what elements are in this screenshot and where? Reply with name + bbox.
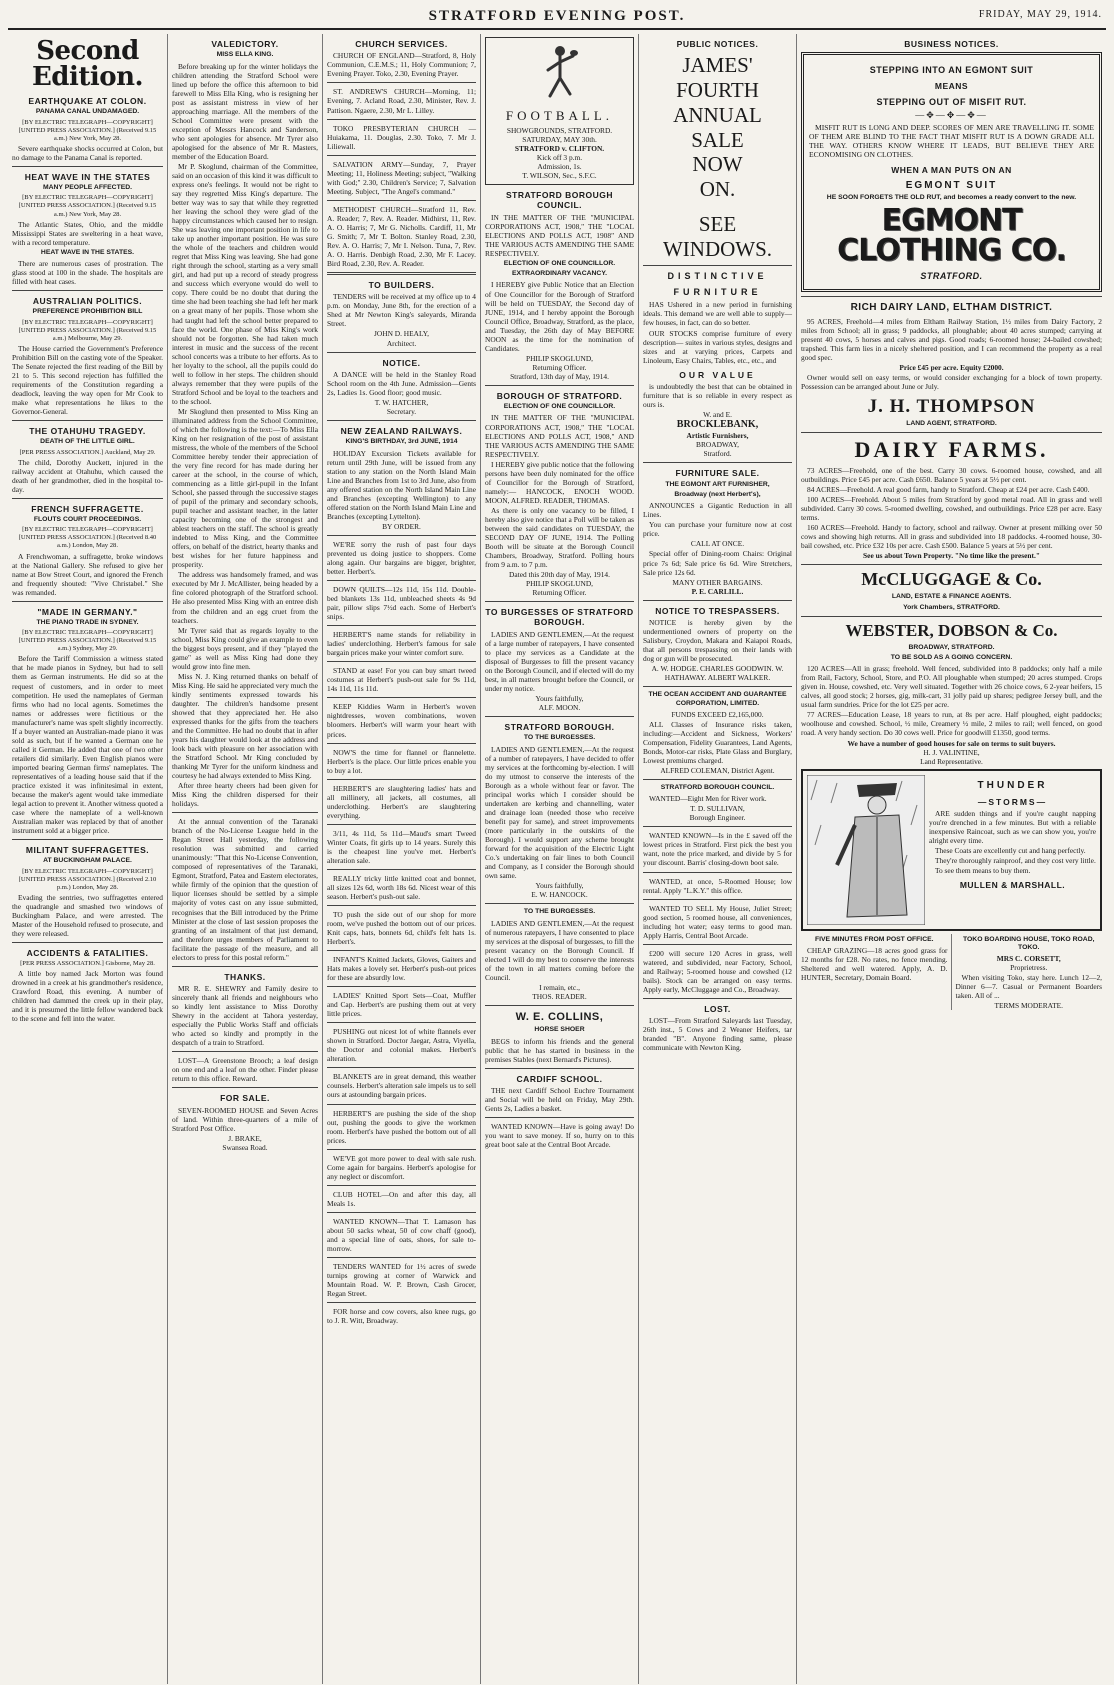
subheadline: STRATFORD BOROUGH COUNCIL. (660, 784, 775, 791)
classified-ad: WANTED KNOWN—Have is going away! Do you want to save money. If so, hurry on to this great boot sale at the Central Boot Arcade. (485, 1122, 634, 1150)
subheadline: KING'S BIRTHDAY, 3rd JUNE, 1914 (345, 438, 458, 446)
headline: CHURCH SERVICES. (355, 39, 448, 49)
church-listing: ST. ANDREW'S CHURCH—Morning, 11; Evening, 7. Acland Road, 2.30, Minister, Rev. J. Pattison. Ngaere, 2.30, Mr L. Lilley. (327, 87, 476, 115)
ad-line: EGMONT SUIT (905, 179, 998, 191)
headline: OUR VALUE (679, 369, 756, 380)
issue-date: FRIDAY, MAY 29, 1914. (978, 9, 1102, 20)
notice-body: HOLIDAY Excursion Tickets available for return until 29th June, will be issued from any station to any station on the North Island Main Line and Branches from 1st to 3rd June, also from any offered station on the North Island Main Line and Branches (excepting Wellington) to any offered station on the North Island Main Line and Branches (excepting Lyttelton). (327, 448, 476, 521)
article-body: Before breaking up for the winter holidays the children attending the Stratford School were lined up before the office this afternoon to bid farewell to Miss Ella King, who is resigning her post as assistant mistress in view of her approaching marriage. All the members of the School Committee were present with the exception of Messrs Hancock and Sanderson, who sent apologies for absence. Mr Tyrer also apologised for the absence of Mr R. Masters, member of the Education Board. (172, 61, 318, 161)
signature: Secretary. (386, 407, 417, 417)
subheadline: THE EGMONT ART FURNISHER, (665, 480, 770, 488)
agent-name: J. H. THOMPSON (867, 395, 1036, 417)
ad-line: MANY OTHER BARGAINS. (672, 577, 763, 587)
notice-date: Dated this 20th day of May, 1914. (509, 570, 610, 579)
ad-signature: MULLEN & MARSHALL. (959, 880, 1066, 891)
herbert-ad: HERBERT'S name stands for reliability in ladies' underclothing. Herbert's famous for sale bargain prices make your winter comfort sure. (327, 630, 476, 658)
subheadline: MISS ELLA KING. (216, 51, 274, 59)
ad-line: CALL AT ONCE. (690, 539, 745, 549)
listing-body: 84 ACRES—Freehold. A real good farm, handy to Stratford. Cheap at £24 per acre. Cash £400. (807, 485, 1090, 495)
herbert-ad: PUSHING out nicest lot of white flannels ever shown in Stratford. Doctor Jaegar, Astra, Viyella, the Doctor and colonial makes. Herbert's alteration. (327, 1027, 476, 1064)
notice-body: IN THE MATTER OF THE "MUNICIPAL CORPORATIONS ACT, 1908," THE "LOCAL ELECTIONS AND POLLS ACT, 1908" AND THE VARIOUS ACTS AMENDING THE SAME RESPECTIVELY. (485, 212, 634, 258)
classified-ad: WANTED KNOWN—Is in the £ saved off the lowest prices in Stratford. First pick the best you want, note the price marked, and divide by 5 for your discount. Barris' closing-down boot sale. (643, 831, 792, 868)
article-body: The address was handsomely framed, and was executed by Mr J. McAllister, being headed by a fine colored photograph of the Stratford school. He also presented Miss King with an entree dish from the children and an egg cruet from the teachers. (172, 570, 318, 625)
signature: Yours faithfully, (535, 881, 584, 891)
ad-line: ON. (699, 177, 736, 202)
notice-body: I HEREBY give Public Notice that an Election of One Councillor for the Borough of Stratford will be held on TUESDAY, the Second day of JUNE, 1914, and I hereby appoint the Borough Council Office, Broadway, Stratford, as the place, and Tuesday, the 26th day of May BEFORE NOON as the time for the nomination of Candidates. (485, 280, 634, 353)
article-body: The House carried the Government's Preference Prohibition Bill on the casting vote of the Speaker. The Senate rejected the first reading of the Bill by 21 to 5. This second rejection has fulfilled the requirements of the Constitution regarding a deadlock, leaving the way open for Mr Cook to make what representations he likes to the Governor-General. (12, 343, 163, 416)
church-listing: CHURCH OF ENGLAND—Stratford, 8, Holy Communion, C.E.M.S.; 11, Holy Communion; 7, Evening Prayer. Toko, 2.30, Evening Prayer. (327, 51, 476, 79)
listing-note: We have a number of good houses for sale on terms to suit buyers. (847, 738, 1056, 748)
headline: PUBLIC NOTICES. (676, 39, 759, 49)
ad-line: NOW (692, 152, 743, 177)
masthead (8, 6, 1106, 30)
ornament-icon: —✥—✥—✥— (915, 109, 988, 120)
agent-name: McCLUGGAGE & Co. (861, 569, 1042, 590)
subheadline: ELECTION OF ONE COUNCILLOR. (503, 259, 616, 267)
herbert-ad: 3/11, 4s 11d, 5s 11d—Maud's smart Tweed Winter Coats, fit girls up to 14 years. Surely this is the cheapest line you've met. Herbert's alteration sale. (327, 828, 476, 865)
notice-body: LADIES AND GENTLEMEN,—At the request of a number of ratepayers, I have decided to offer my services at the forthcoming by-election. I will do my utmost to conserve the interests of the Borough as a whole without fear or favor. The principal works which I consider should be undertaken are kerbing and channelling, water and drainage loan (needed those who receive benefit pay for same), and street improvements (more particularly in the outskirts of the Borough). I would support any scheme brought forward for the acquisition of the Electric Light Co.'s undertaking on fair lines to both Council and Company, as I consider the Borough should own same. (485, 744, 634, 881)
ad-body: ARE sudden things and if you're caught napping you're drenched in a few minutes. But with a reliable inexpensive Raincoat, such as we can show you, you're alright every time. (929, 809, 1096, 846)
signature: Yours faithfully, (535, 694, 584, 704)
listing-price: Price £45 per acre. Equity £2000. (899, 362, 1004, 372)
signature: THOS. READER. (532, 991, 587, 1001)
herbert-ad: INFANT'S Knitted Jackets, Gloves, Gaiters and Hats makes a lovely set. Herbert's push-out prices for these are absurdly low. (327, 955, 476, 983)
football-match: STRATFORD v. CLIFTON. (514, 143, 605, 153)
headline: THUNDER (977, 779, 1048, 791)
ad-body: You can purchase your furniture now at cost price. (643, 520, 792, 539)
headline: LOST. (704, 1003, 731, 1014)
subheadline: ELECTION OF ONE COUNCILLOR. (503, 403, 616, 411)
listing-body: 120 ACRES—All in grass; freehold. Well fenced, subdivided into 8 paddocks; only half a mile from Rail, Factory, School, Store, and P.O. All ploughable when stumped; 20 acres stumped. Crops given in. House, cowshed, etc. Very well situated. Together with 26 choice cows, 6 2-year heifers, 15 calves, all good stock; 2 horses, gig, milk-cart, 31 jolly paid up shares; pedigree Jersey bull, and the usual farm sundries. Price for the lot £25 per acre. (801, 664, 1102, 710)
subheadline: TOKO BOARDING HOUSE, TOKO ROAD, TOKO. (962, 935, 1095, 951)
ad-line: WINDOWS. (662, 236, 773, 261)
ad-body: Special offer of Dining-room Chairs: Original price 7s 6d; Sale price 6s 6d. Wire Stretchers, Sale price 12s 6d. (643, 549, 792, 577)
column-news (8, 34, 168, 1684)
ad-line: STEPPING OUT OF MISFIT RUT. (876, 96, 1027, 107)
herbert-ad: WE'RE sorry the rush of past four days prevented us doing justice to shoppers. Come along again. Our bargains are bigger, brighter, better. Herbert's. (327, 539, 476, 577)
headline: STRATFORD BOROUGH. (504, 722, 615, 733)
herbert-ad: NOW'S the time for flannel or flannelette. Herbert's is the place. Our little prices enable you to buy a lot. (327, 747, 476, 775)
article-body: The Atlantic States, Ohio, and the middle Mississippi States are sweltering in a heat wave, with a record temperature. (12, 219, 163, 247)
listing-body: Owner would sell on easy terms, or would consider exchanging for a block of town property. Possession can be arranged about June or July. (801, 372, 1102, 391)
subheadline: THE OCEAN ACCIDENT AND GUARANTEE CORPORATION, LIMITED. (648, 691, 787, 707)
headline: HEAT WAVE IN THE STATES (24, 171, 151, 182)
notice-body: TENDERS will be received at my office up to 4 p.m. on Monday, June 8th, for the erection of a Shed at Mr Newton King's saleyards, Miranda Street. (327, 292, 476, 329)
headline: RICH DAIRY LAND, ELTHAM DISTRICT. (850, 302, 1053, 314)
listing-body: 160 ACRES—Freehold. Handy to factory, school and railway. Owner at present milking over 50 cows and showing high returns. All in grass and subdivided into 18 paddocks. 4-roomed house, 30-bail cowshed, etc. Price £32 10s per acre. Cash £500. Balance 5 years at 5½ per cent. (801, 523, 1102, 551)
ad-body: These Coats are excellently cut and hang perfectly. (935, 846, 1086, 856)
ad-line: ANNUAL (673, 102, 762, 127)
dateline: [BY ELECTRIC TELEGRAPH—COPYRIGHT] [UNITED PRESS ASSOCIATION.] (Received 2.10 p.m.) London, May 28. (18, 867, 157, 891)
listing-note: See us about Town Property. "No time like the present." (863, 551, 1040, 561)
agent-name: WEBSTER, DOBSON & Co. (845, 620, 1058, 640)
signature: Borough Engineer. (689, 813, 746, 823)
ad-signature: MRS C. CORSETT, (996, 954, 1061, 964)
notice-body: BEGS to inform his friends and the general public that he has started in business in the premises Stables (next Bernard's Pictures). (485, 1036, 634, 1064)
signature: Architect. (386, 338, 417, 348)
classified-ad: CHEAP GRAZING—18 acres good grass for 12 months for £28. No rates, no fence mending. Sheltered and well watered. Apply, A. D. HUNTER, Secretary, Domain Board. (801, 945, 948, 982)
thunder-storms-ad (801, 769, 1102, 931)
signature: Returning Officer. (532, 588, 587, 598)
ad-line: FOURTH (676, 78, 759, 103)
ad-body: MISFIT RUT IS LONG AND DEEP. SCORES OF MEN ARE TRAVELLING IT. SOME OF THEM ARE BLIND TO THE FACT THAT MISFIT RUT IS A DOWN GRADE ALL THE WAY. OTHERS KNOW WHERE IT LEADS, BUT BELIEVE THEY ARE ECONOMISING ON CLOTHES. (809, 122, 1094, 160)
dateline: [BY ELECTRIC TELEGRAPH—COPYRIGHT] [UNITED PRESS ASSOCIATION.] (Received 9.15 a.m.) New York, May 28. (18, 118, 157, 142)
agent-title: LAND, ESTATE & FINANCE AGENTS. (891, 593, 1012, 601)
article-body: At the annual convention of the Taranaki branch of the No-License League held in the Regan Street Hall yesterday, the following resolution was submitted and carried unanimously: "That this No-License Convention, composed of representatives of the Taranaki, Egmont, Stratford, Patea and Eastern electorates, while firmly of the opinion that the question of liquor licenses should be settled by a simple majority of votes cast on any issue submitted, recognises that the Bill introduced by the Prime Minister at the close of last session proposes the granting of an instalment of that just demand, and therefore urges members of Parliament to facilitate the passage of the measure, and all electors to press for this postal reform." (172, 817, 318, 962)
ad-signature: Artistic Furnishers, (686, 431, 749, 441)
article-body: A little boy named Jack Morton was found drowned in a creek at his grandmother's residence, Crawford Road, this evening. A number of children had dammed the creek up in their play, and it is presumed the little fellow wandered back to the scene and fell into the water. (12, 969, 163, 1024)
signature: H. J. VALINTINE, (923, 747, 980, 757)
football-title: FOOTBALL. (505, 108, 614, 123)
headline: ACCIDENTS & FATALITIES. (26, 947, 149, 958)
dateline: [BY ELECTRIC TELEGRAPH—COPYRIGHT] [UNITED PRESS ASSOCIATION.] (Received 8.40 a.m.) London, May 28. (18, 526, 157, 550)
subheadline: MANY PEOPLE AFFECTED. (42, 184, 133, 192)
listing-body: 95 ACRES, Freehold—4 miles from Eltham Railway Station, 1½ miles from Dairy Factory, 2 miles from School; all in grass; 9 paddocks, all ploughable; about 40 acres stumped; carrying at present 40 cows, 5 horses and calves and pigs. Good roads; 6-roomed house; 24-bailed cowshed; trapshed. This farm lies in a nicely sheltered position, and I can recommend the property as a real good spec. (801, 316, 1102, 362)
article-body: Mr P. Skoglund, chairman of the Committee, said on an occasion of this kind it was difficult to express one's feelings. It would not be right to say they regretted Miss King's departure. The better way was to say that while they regretted her leaving the school they were glad of the happy circumstances which caused her to resign. She was leaving one important position in life to take up another important position. He was sure the whole of the teachers and children would regret that Miss King was leaving. She had gone right through the school, starting as a very small girl, and had put up a record of steady progress and success which everyone would do well to copy. There could be no doubt that during the time she had been teaching she had left her mark on a great many of her pupils. Those whom she had taught had left the school better prepared to face the world. One phase of Miss King's work should not be forgotten. She had taken much interest in music and the success of the recent school concerts was a tribute to her efforts. As to her loyalty to the school, all the pupils could do well to follow in her steps. The children should always remember that they were pupils of the Stratford School and be loyal to the teachers and to the school. (172, 161, 318, 406)
agent-title: BROADWAY, STRATFORD. (908, 643, 995, 651)
classified-ad: WANTED KNOWN—That T. Lamason has about 50 sacks wheat, 50 of cow chaff (good), and a special line of oats, shoes, for sale to-morrow. (327, 1216, 476, 1253)
football-venue: SHOWGROUNDS, STRATFORD. (506, 125, 613, 135)
herbert-ad: REALLY tricky little knitted coat and bonnet, all sizes 12s 6d, worth 18s 6d. Nicest wear of this season. Herbert's push-out sale. (327, 873, 476, 901)
column-church (323, 34, 481, 1684)
edition-banner: Second Edition. (31, 36, 144, 92)
headline: AUSTRALIAN POLITICS. (32, 296, 143, 306)
classified-ad: WANTED, at once, 5-Roomed House; low rental. Apply "L.K.Y." this office. (643, 876, 792, 895)
ad-body: They're thoroughly rainproof, and they cost very little. (935, 856, 1096, 866)
ad-signature: Stratford. (703, 449, 732, 459)
headline: TO BURGESSES OF STRATFORD BOROUGH. (485, 607, 634, 628)
signature: Swansea Road. (222, 1142, 268, 1152)
signature: T. D. SULLIVAN, (690, 804, 745, 814)
church-listing: SALVATION ARMY—Sunday, 7, Prayer Meeting; 11, Holiness Meeting; subject, "Walking with God;" 2.30, Children's Service; 7, Salvation Meeting. Subject, "The Angel's command." (327, 159, 476, 196)
football-admission: Admission, 1s. (537, 161, 582, 171)
classified-ad: FOR horse and cow covers, also knee rugs, go to J. R. Witt, Broadway. (327, 1307, 476, 1326)
signature: BY ORDER. (382, 521, 421, 531)
headline: DAIRY FARMS. (854, 437, 1049, 463)
article-body: After three hearty cheers had been given for Miss King the children dispersed for their holidays. (172, 781, 318, 809)
notice-body: NOTICE is hereby given by the undermentioned owners of property on the Salisbury, Croydon, Makara and Kaiapoi Roads, that all persons trespassing on their lands with dog or gun will be prosecuted. (643, 618, 792, 664)
herbert-ad: HERBERT'S are slaughtering ladies' hats and all millinery, all jackets, all costumes, all underclothing. Herbert's are slaughtering everything. (327, 783, 476, 820)
signature: JOHN D. HEALY, (374, 329, 429, 339)
agent-title: LAND AGENT, STRATFORD. (906, 420, 997, 428)
notice-body: THE next Cardiff School Euchre Tournament and Social will be held on Friday, May 29th. Gents 2s, Ladies a basket. (485, 1085, 634, 1114)
ad-line: WHEN A MAN PUTS ON AN (891, 164, 1012, 175)
signature: ALFRED COLEMAN, District Agent. (660, 765, 775, 775)
bottom-ads (801, 934, 1102, 1011)
subheadline: TO THE BURGESSES. (523, 734, 596, 742)
newspaper-title: STRATFORD EVENING POST. (428, 8, 686, 24)
article-body: The child, Dorothy Auckett, injured in the railway accident at Otahuhu, which caused the death of her grandmother, died in the hospital to-day. (12, 457, 163, 494)
football-date: SATURDAY, MAY 30th. (522, 134, 597, 144)
headline: FOR SALE. (220, 1093, 270, 1104)
ad-signature: P. E. CARLILL. (691, 586, 744, 596)
subheadline: DEATH OF THE LITTLE GIRL. (40, 438, 135, 446)
article-body: Miss N. J. King returned thanks on behalf of Miss King. He said he appreciated very much the kindly sentiments expressed towards his daughter. The children's handsome present showed that they appreciated her. He also expressed thanks for the gifts from the teachers and the Committee. He had no doubt that in after years his daughter would look at the address and look back with pleasure on her association with the Stratford School. Mr King concluded by thanking Mr Tyrer for the uniform kindness and courtesy he had always extended to Miss King. (172, 671, 318, 781)
article-body: A Frenchwoman, a suffragette, broke windows at the National Gallery. She refused to give her name at Bow Street Court, and ignored the French and frequently shouted: "Vive Christabel." She was remanded. (12, 551, 163, 597)
headline: CARDIFF SCHOOL. (516, 1073, 603, 1084)
headline: —STORMS— (977, 796, 1048, 807)
ad-line: STRATFORD. (920, 271, 983, 282)
dateline: [BY ELECTRIC TELEGRAPH—COPYRIGHT] [UNITED PRESS ASSOCIATION.] (Received 9.15 a.m.) Melbourne, May 29. (18, 318, 157, 342)
ad-line: SEE (698, 211, 737, 236)
subheadline: EXTRAORDINARY VACANCY. (511, 270, 608, 278)
headline: "MADE IN GERMANY." (37, 606, 138, 617)
column-borough (481, 34, 639, 1684)
ad-body: To see them means to buy them. (935, 866, 1031, 876)
football-kickoff: Kick off 3 p.m. (536, 152, 583, 162)
classified-ad: LOST—From Stratford Saleyards last Tuesday, 26th inst., 5 Cows and 2 Weaner Heifers, tar branded "B". Anyone finding same, please communicate with Newton King. (643, 1016, 792, 1053)
subheadline: THE PIANO TRADE IN SYDNEY. (36, 619, 139, 627)
headline: BUSINESS NOTICES. (904, 39, 999, 49)
classified-ad: LOST—A Greenstone Brooch; a leaf design on one end and a leaf on the other. Finder please return to this office. Reward. (172, 1056, 318, 1084)
egmont-clothing-ad (801, 52, 1102, 292)
signature: T. WILSON, Sec., S.F.C. (522, 171, 597, 181)
notice-body: I HEREBY give public notice that the following persons have been duly nominated for the office of Councillor for the Borough of Stratford, namely:— HANCOCK, ENOCH WOOD. MOON, ALFRED. READER, THOMAS. (485, 459, 634, 505)
subheadline: AT BUCKINGHAM PALACE. (43, 857, 132, 865)
headline: BOROUGH OF STRATFORD. (496, 390, 623, 401)
ad-signature: Proprietress. (1010, 963, 1048, 973)
dateline: [BY ELECTRIC TELEGRAPH—COPYRIGHT] [UNITED PRESS ASSOCIATION.] (Received 9.15 a.m.) New York, May 28. (18, 194, 157, 218)
article-body: Severe earthquake shocks occurred at Colon, but no damage to the Panama Canal is reported. (12, 143, 163, 162)
headline: MILITANT SUFFRAGETTES. (25, 845, 150, 856)
ad-line: FUNDS EXCEED £2,165,000. (671, 709, 764, 719)
egmont-brand: EGMONT CLOTHING CO. (837, 203, 1066, 269)
signature: J. BRAKE, (228, 1133, 262, 1143)
subheadline: TO BE SOLD AS A GOING CONCERN. (890, 653, 1013, 661)
column-public-notices (639, 34, 797, 1684)
signature: A. W. HODGE. CHARLES GOODWIN. W. HATHAWAY. ALBERT WALKER. (651, 664, 784, 683)
subheadline: HORSE SHOER (534, 1026, 585, 1034)
notice-body: LADIES AND GENTLEMEN,—At the request of numerous ratepayers, I have consented to place my services at the disposal of burgesses, to fill the present vacancy on the Borough Council. If elected I will do my best to conserve the interests of the town in all matters coming before the Council. (485, 918, 634, 982)
ad-line: TERMS MODERATE. (994, 1001, 1064, 1011)
headline: DISTINCTIVE (667, 271, 768, 282)
subheadline: FIVE MINUTES FROM POST OFFICE. (814, 935, 934, 943)
headline: FURNITURE SALE. (675, 468, 760, 479)
footballer-icon (540, 44, 580, 106)
ad-line: SALE (691, 127, 744, 152)
classified-ad: CLUB HOTEL—On and after this day, all Meals 1s. (327, 1189, 476, 1208)
listing-body: 73 ACRES—Freehold, one of the best. Carry 30 cows. 6-roomed house, cowshed, and all outbuildings. Price £45 per acre. Cash £650. Balance 5 years at 5½ per cent. (801, 466, 1102, 485)
article-body: Mr Tyrer said that as regards loyalty to the school, Miss King could give an example to even the biggest boys present, and if they "played the game" as well as Miss King had done they would grow into fine men. (172, 625, 318, 671)
classified-ad: TENDERS WANTED for 1½ acres of swede turnips growing at corner of Warwick and Mountain Road. W. P. Brown, Cash Grocer, Regan Street. (327, 1261, 476, 1298)
signature: E. W. HANCOCK. (531, 890, 588, 900)
agent-address: York Chambers, STRATFORD. (903, 603, 1000, 611)
signature: T. W. HATCHER, (374, 397, 429, 407)
notice-body: IN THE MATTER OF THE "MUNICIPAL CORPORATIONS ACT, 1908," THE "LOCAL ELECTIONS AND POLLS ACT, 1908," AND THE VARIOUS ACTS AMENDING THE SAME RESPECTIVELY. (485, 413, 634, 459)
subheadline: Broadway (next Herbert's), (674, 491, 761, 499)
headline: NOTICE. (382, 357, 421, 368)
raincoat-man-icon (807, 775, 925, 925)
notice-body: LADIES AND GENTLEMEN,—At the request of a large number of ratepayers, I have consented to place my services as a Candidate at the disposal of Burgesses to fill the present vacancy on the Borough Council, and if elected will do my best, in all matters brought before the Council, or under my notice. (485, 629, 634, 693)
listing-body: 77 ACRES—Education Lease, 18 years to run, at 8s per acre. Half ploughed, eight paddocks; woolhouse and cowshed. School, ½ mile, Creamery ½ mile, 2 miles to rail; well fenced, on good road. A very handy section. Do 30 cows well. Price for goodwill £1350, good terms. (801, 710, 1102, 738)
columns (8, 34, 1106, 1684)
signature: PHILIP SKOGLUND, (525, 579, 594, 589)
article-body: Evading the sentries, two suffragettes entered the quadrangle and smashed two windows of Buckingham Palace, and were arrested. The Master of the Household refused to prosecute, and they were released. (12, 892, 163, 938)
signature: Land Representative. (920, 756, 983, 766)
article-body: There are numerous cases of prostration. The glass stood at 100 in the shade. The hospitals are filled with heat cases. (12, 258, 163, 286)
listing-body: 100 ACRES—Freehold. About 5 miles from Stratford by good metal road. All in grass and well subdivided. Carry 30 cows. 5-roomed dwelling, cowshed, and outbuildings. Price £28 per acre. Easy terms. (801, 495, 1102, 523)
ad-body: HAS Ushered in a new period in furnishing ideals. This demand we are well able to supply—few houses, in fact, can do so better. (643, 300, 792, 328)
headline: VALEDICTORY. (211, 39, 279, 49)
classified-ad: £200 will secure 120 Acres in grass, well watered, and subdivided, near Factory, School, and Railway; 5-roomed house and cowshed (12 bails). Stock can be arranged on easy terms. Apply early, McCluggage and Co., Broadway. (643, 948, 792, 994)
herbert-ad: WE'VE got more power to deal with sale rush. Come again for bargains. Herbert's apologise for any neglect or discomfort. (327, 1153, 476, 1181)
signature: ALF. MOON. (538, 703, 581, 713)
article-body: Before the Tariff Commission a witness stated that he made pianos in Sydney, but had to sell them as German instruments. He did so at the request of customers, and in order to meet competition. He used the nameplates of German firms who had no local agents. Sometimes the names or addresses were fictitious or the manufacturer's name was spelt slightly incorrectly. If a buyer wanted an Australian-made piano it was sold as such, but if he wanted a German one he called it German. He added that one of two other retailers did similarly. Even English pianos were imported bearing German firms' nameplates. The representatives of a leading house said that if the practice existed it was infinitesimal in extent, because the maker's agent would take immediate legal action to prevent it. Another witness quoted a case where the nameplate of a well-known Australian maker was replaced by that of another instrument sold at a bigger price. (12, 654, 163, 835)
signature: Returning Officer. (532, 362, 587, 372)
signature: I remain, etc., (539, 982, 580, 992)
herbert-ad: TO push the side out of our shop for more room, we've pushed the bottom out of our prices. Knit caps, hats, bonnets 6d, child's felt hats 1s. Herbert's. (327, 909, 476, 947)
herbert-ad: DOWN QUILTS—12s 11d, 15s 11d. Double-bed blankets 13s 11d, unbleached sheets 4s 9d pair, pillow slips 7½d each. Some of Herbert's snips. (327, 585, 476, 622)
column-business-notices (797, 34, 1106, 1684)
headline: THE OTAHUHU TRAGEDY. (29, 425, 146, 436)
notice-body: MR R. E. SHEWRY and Family desire to sincerely thank all friends and neighbours who so kindly lent assistance to Miss Dorothy Shewry in the accident at Tahora yesterday, especially the Public Works Staff and officials who acted so kindly and promptly in the despatch of a train to Stratford. (172, 984, 318, 1048)
subheadline: PANAMA CANAL UNDAMAGED. (35, 108, 140, 116)
notice-body: A DANCE will be held in the Stanley Road School room on the 4th June. Admission—Gents 2s, Ladies 1s. Good floor; good music. (327, 369, 476, 397)
headline: W. E. COLLINS, (515, 1010, 604, 1023)
subheadline: PREFERENCE PROHIBITION BILL (32, 308, 143, 316)
headline: EARTHQUAKE AT COLON. (28, 96, 147, 106)
subheadline: HEAT WAVE IN THE STATES. (40, 248, 135, 256)
ad-body: ANNOUNCES a Gigantic Reduction in all Lines. (643, 501, 792, 520)
ad-body: OUR STOCKS comprise furniture of every description— suites in various styles, designs and sizes and at varying prices, Carpets and Linoleum, Easy Chairs, Tables, etc., etc., and (643, 328, 792, 365)
ad-line: STEPPING INTO AN EGMONT SUIT (869, 65, 1034, 76)
article-body: Mr Skoglund then presented to Miss King an illuminated address from the School Committee, of which the following is the text:—To Miss Ella King on her resignation of the post of assistant mistress, the whole of the members of the School Committee hereby tender their appreciation of the very fine record for has made during her career at the school, in the course of which, commencing as a little girl-pupil in the Infant School, she passed through the successive stages of pupil of the primary and secondary schools, pupil teacher and assistant teacher, in the latter capacity becoming one of the strongest and ablest teachers on the staff. The school is greatly indebted to Miss King, and the Committee offers, on behalf of the district, hearty thanks and best wishes for her future happiness and prosperity. (172, 406, 318, 570)
ad-signature: W. and E. (703, 410, 732, 420)
herbert-ad: HERBERT'S are pushing the side of the shop out, pushing the goods to give the workmen room. Herbert's have pushed the bottom out of all prices. (327, 1108, 476, 1145)
signature: PHILIP SKOGLUND, (525, 353, 594, 363)
notice-body: As there is only one vacancy to be filled, I hereby also give notice that a Poll will be taken as between the said candidates on TUESDAY, the SECOND DAY OF JUNE, 1914. The Polling Booth will be situate at the Borough Council Chambers, Broadway, Stratford. Polling hours from 9 a.m. to 7 p.m. (485, 505, 634, 569)
ad-body: is undoubtedly the best that can be obtained in furniture that is so reliable in every respect as ours is. (643, 382, 792, 410)
herbert-ad: KEEP Kiddies Warm in Herbert's woven nightdresses, woven combinations, woven bloomers. Herbert's will warm your heart with prices. (327, 702, 476, 739)
headline: TO BUILDERS. (368, 279, 435, 290)
james-sale-ad (643, 53, 792, 261)
notice-date: Stratford, 13th day of May, 1914. (510, 371, 609, 381)
column-valedictory (168, 34, 323, 1684)
church-listing: TOKO PRESBYTERIAN CHURCH —Huiakama, 11. Douglas, 2.30. Toko, 7. Mr J. Liliewall. (327, 123, 476, 151)
headline: NEW ZEALAND RAILWAYS. (340, 426, 463, 437)
headline: FRENCH SUFFRAGETTE. (31, 503, 144, 514)
headline: NOTICE TO TRESPASSERS. (655, 605, 780, 616)
subheadline: TO THE BURGESSES. (523, 908, 596, 916)
dateline: [PER PRESS ASSOCIATION.] Auckland, May 29. (19, 448, 156, 456)
ad-body: ALL Classes of Insurance risks taken, including:—Accident and Sickness, Workers' Compensation, Fidelity Guarantees, Land Agents, Bonds, Motor-car risks, Plate Glass and Burglary, Lowest premiums charged. (643, 719, 792, 765)
ad-line: HE SOON FORGETS THE OLD RUT, and becomes a ready convert to the new. (826, 194, 1077, 202)
subheadline: FLOUTS COURT PROCEEDINGS. (33, 516, 142, 524)
headline: THANKS. (224, 971, 266, 982)
herbert-ad: STAND at ease! For you can buy smart tweed costumes at Herbert's push-out sale for 9s 11d, 14s 11d, 11s 11d. (327, 666, 476, 694)
herbert-ad: BLANKETS are in great demand, this weather counsels. Herbert's alteration sale impels us to sell ours at astounding bargain prices. (327, 1072, 476, 1100)
ad-line: JAMES' (682, 53, 753, 78)
ad-signature: BROADWAY, (696, 440, 739, 450)
church-listing: METHODIST CHURCH—Stratford 11, Rev. A. Reader; 7, Rev. A. Reader. Midhirst, 11, Rev. A. O. Harris; 7, Mr G. Nicholls. Cardiff, 11, Mr G. Smith; 7, Mr T. Bolton. Stanley Road, 2.30, Rev. A. O. Harris; 7, Mr I. Nelson. Tuna, 7, Rev. A. O. Harris. Denbigh Road, 2.30, Mr F. Lacey. Bird Road, 2.30, Rev. A. Reader. (327, 204, 476, 268)
ad-line: MEANS (934, 81, 969, 92)
dateline: [PER PRESS ASSOCIATION.] Gisborne, May 28. (20, 960, 155, 968)
headline: STRATFORD BOROUGH COUNCIL. (505, 190, 614, 211)
football-ad (485, 37, 634, 185)
classified-ad: SEVEN-ROOMED HOUSE and Seven Acres of land. Within three-quarters of a mile of Stratford Post Office. (172, 1105, 318, 1133)
herbert-ad: LADIES' Knitted Sport Sets—Coat, Muffler and Cap. Herbert's are pushing them out at very little prices. (327, 991, 476, 1019)
headline: FURNITURE (673, 287, 762, 298)
ad-body: When visiting Toko, stay here. Lunch 12—2, Dinner 6—7. Casual or Permanent Boarders taken. All of ... (955, 973, 1102, 1001)
notice-body: WANTED—Eight Men for River work. (649, 794, 767, 804)
classified-ad: WANTED TO SELL My House, Juliet Street; good section, 5 roomed house, all conveniences, including hot water; easy terms to good man. Apply Harris, Central Boot Arcade. (643, 903, 792, 940)
ad-signature: BROCKLEBANK, (676, 419, 759, 431)
dateline: [BY ELECTRIC TELEGRAPH—COPYRIGHT] [UNITED PRESS ASSOCIATION.] (Received 9.15 a.m.) Sydney, May 29. (18, 629, 157, 653)
